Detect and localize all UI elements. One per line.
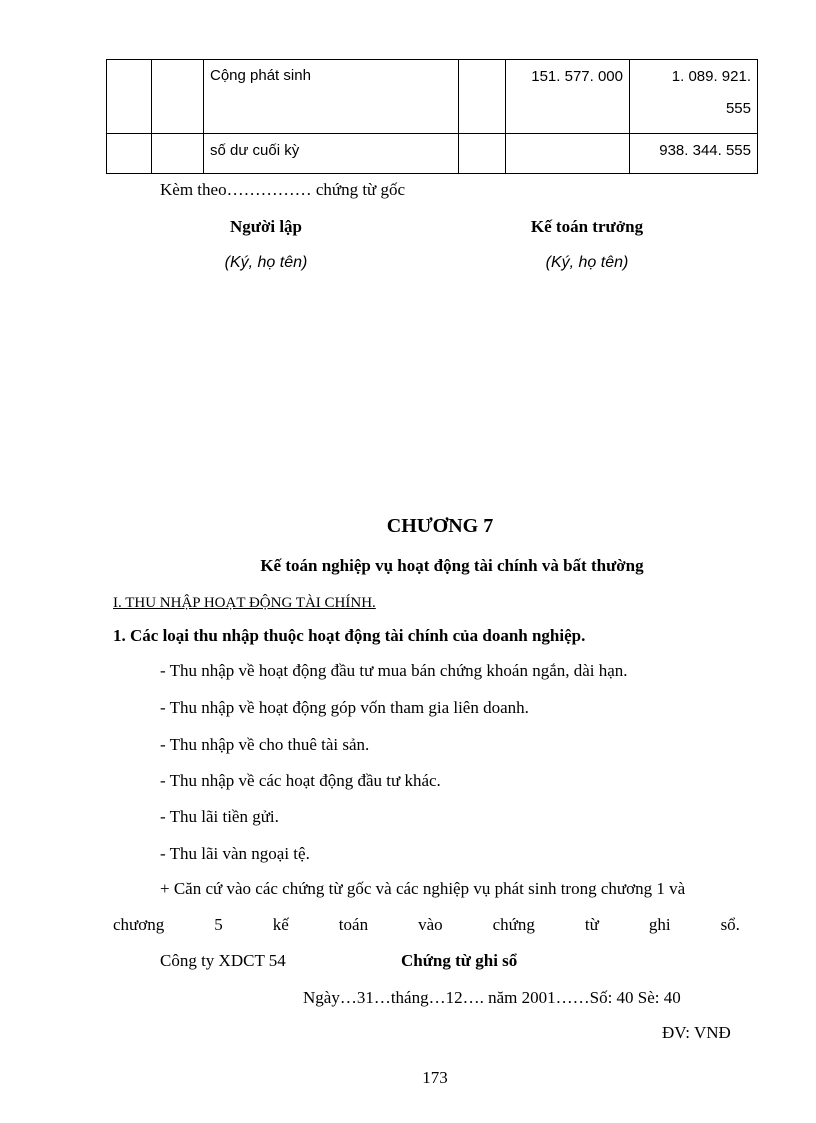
table-cell	[459, 60, 506, 134]
list-item: - Thu nhập về hoạt động góp vốn tham gia liên doanh.	[160, 698, 529, 717]
voucher-title: Chứng từ ghi sổ	[401, 951, 518, 970]
paragraph-word: toán	[338, 915, 369, 934]
row-description: Cộng phát sinh	[210, 67, 311, 84]
paragraph-word: 5	[214, 915, 223, 934]
currency-unit: ĐV: VNĐ	[662, 1023, 731, 1042]
table-cell-description	[204, 60, 459, 134]
row-description: số dư cuối kỳ	[210, 142, 300, 159]
paragraph-word: sổ.	[720, 915, 740, 934]
signature-note-preparer: (Ký, họ tên)	[224, 254, 308, 271]
subsection-heading: 1. Các loại thu nhập thuộc hoạt động tài chính của doanh nghiệp.	[113, 626, 586, 645]
table-cell	[152, 134, 204, 174]
table-cell-description	[204, 134, 459, 174]
table-cell-debit	[506, 60, 630, 134]
signature-role-preparer: Người lập	[229, 217, 303, 236]
attachment-note: Kèm theo…………… chứng từ gốc	[160, 180, 406, 199]
table-cell	[107, 60, 152, 134]
page-number: 173	[422, 1068, 448, 1087]
row-debit: 151. 577. 000	[531, 68, 623, 85]
list-item: - Thu nhập về các hoạt động đầu tư khác.	[160, 771, 441, 790]
table-cell	[152, 60, 204, 134]
table-cell-credit	[630, 60, 758, 134]
paragraph-word: vào	[418, 915, 443, 934]
paragraph-word: kế	[272, 915, 289, 934]
list-item: - Thu lãi vàn ngoại tệ.	[160, 844, 310, 863]
paragraph-word: ghi	[648, 915, 671, 934]
row-credit-line2: 555	[725, 100, 751, 117]
date-line: Ngày…31…tháng…12…. năm 2001……Số: 40 Sè: 40	[303, 988, 681, 1007]
table-cell	[107, 134, 152, 174]
list-item: - Thu nhập về cho thuê tài sản.	[160, 735, 370, 754]
list-item: - Thu lãi tiền gửi.	[160, 807, 279, 826]
paragraph-line2	[113, 915, 740, 935]
paragraph-word: chứng	[492, 915, 535, 934]
table-cell-debit	[506, 134, 630, 174]
signature-note-chief-accountant: (Ký, họ tên)	[545, 254, 629, 271]
section-heading: I. THU NHẬP HOẠT ĐỘNG TÀI CHÍNH.	[113, 595, 376, 611]
table-row	[107, 134, 758, 174]
chapter-subtitle: Kế toán nghiệp vụ hoạt động tài chính và bất thường	[260, 556, 644, 575]
table-row	[107, 60, 758, 134]
row-credit: 938. 344. 555	[659, 142, 751, 159]
paragraph-line1: + Căn cứ vào các chứng từ gốc và các nghiệp vụ phát sinh trong chương 1 và	[160, 879, 686, 898]
signature-role-chief-accountant: Kế toán trưởng	[530, 217, 644, 236]
company-name: Công ty XDCT 54	[160, 951, 286, 970]
chapter-title: CHƯƠNG 7	[386, 515, 494, 537]
paragraph-word: chương	[113, 915, 165, 934]
table-cell	[459, 134, 506, 174]
ledger-table	[106, 59, 758, 174]
list-item: - Thu nhập về hoạt động đầu tư mua bán chứng khoán ngắn, dài hạn.	[160, 661, 628, 680]
table-cell-credit	[630, 134, 758, 174]
row-credit-line1: 1. 089. 921.	[671, 68, 751, 85]
paragraph-word: từ	[584, 915, 599, 934]
row-debit	[506, 134, 629, 141]
